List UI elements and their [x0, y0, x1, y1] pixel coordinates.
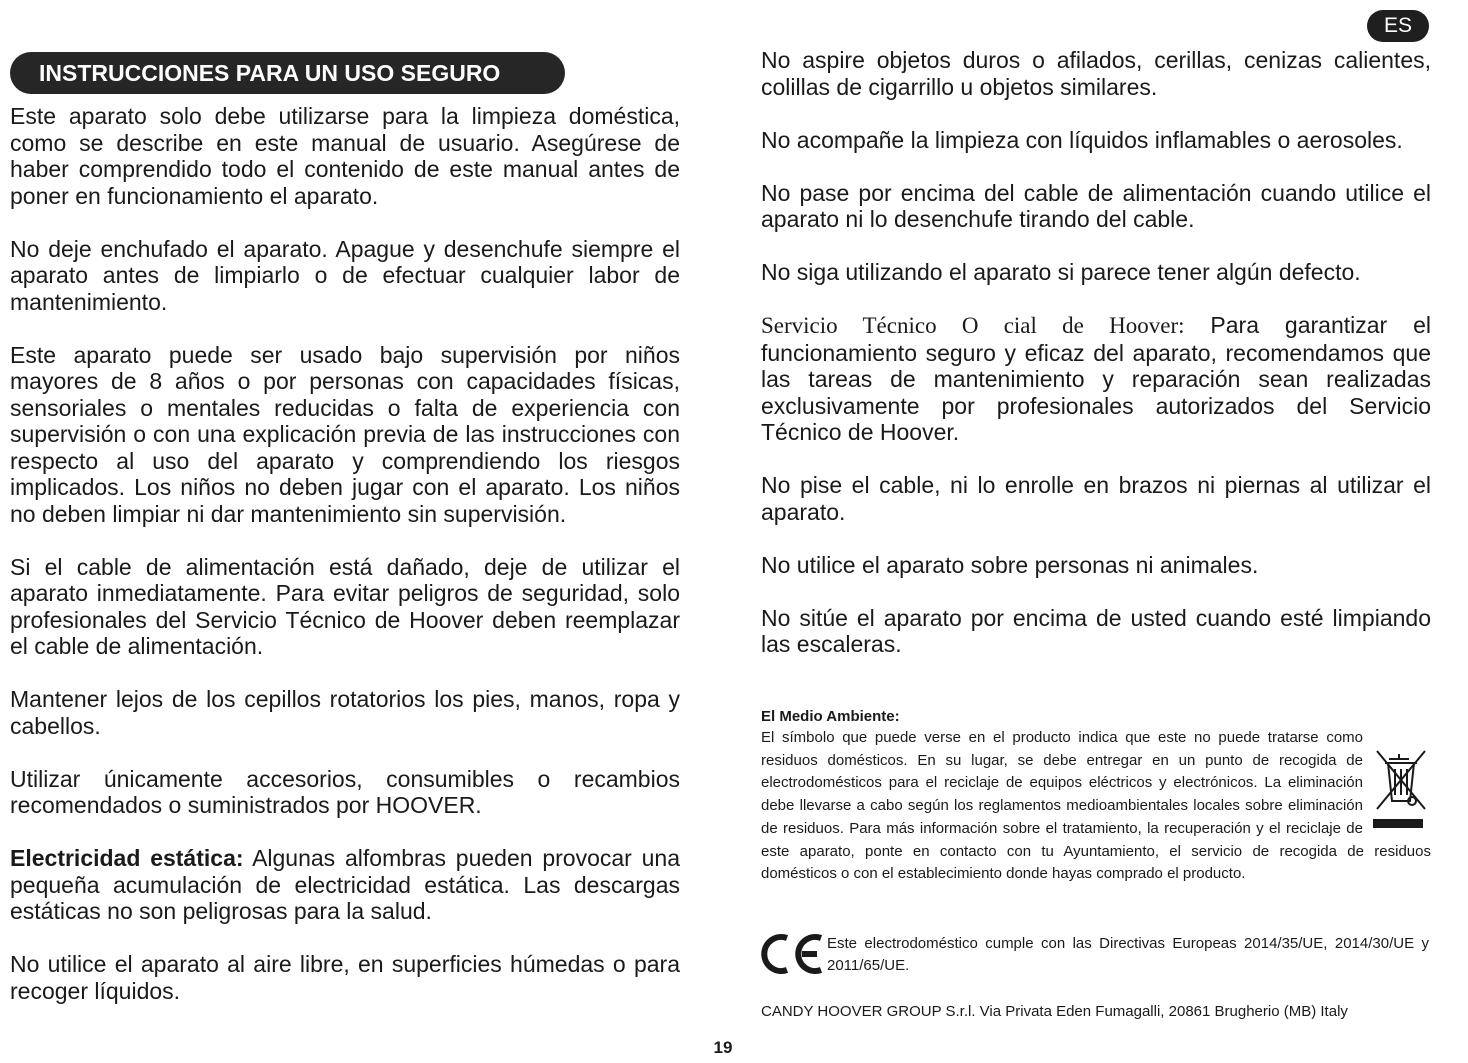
right-column [761, 47, 1431, 684]
paragraph-rotating-brushes: Mantener lejos de los cepillos rotatorios los pies, manos, ropa y cabellos. [10, 686, 680, 739]
left-column [10, 103, 680, 1031]
paragraph-hard-objects: No aspire objetos duros o afilados, cerillas, cenizas calientes, colillas de cigarrillo u objetos similares. [761, 47, 1431, 100]
paragraph-domestic-use: Este aparato solo debe utilizarse para la limpieza doméstica, como se describe en este manual de usuario. Asegúrese de haber comprendido todo el contenido de este manual antes de poner en funcionamiento el aparato. [10, 103, 680, 209]
environment-title: El Medio Ambiente: [761, 708, 900, 725]
ce-mark-icon [761, 930, 827, 978]
environment-text: El símbolo que puede verse en el producto indica que este no puede tratarse como residuos domésticos. En su lugar, se debe entregar en un punto de recogida de electrodomésticos para el reciclaje de equipos eléctricos y electrónicos. La eliminación debe llevarse a cabo según los reglamentos medioambientales locales sobre eliminación de residuos. Para más información sobre el tratamiento, la recuperación y el reciclaje de este aparato, ponte en contacto con tu Ayuntamiento, el servicio de recogida de residuos domésticos o con el establecimiento donde hayas comprado el producto. [761, 729, 1431, 883]
company-address: CANDY HOOVER GROUP S.r.l. Via Privata Eden Fumagalli, 20861 Brugherio (MB) Italy [761, 1003, 1348, 1020]
ce-text: Este electrodoméstico cumple con las Directivas Europeas 2014/35/UE, 2014/30/UE y 2011/65/UE. [827, 935, 1429, 974]
paragraph-children-supervision: Este aparato puede ser usado bajo supervisión por niños mayores de 8 años o por personas con capacidades físicas, sensoriales o mentales reducidas o falta de experiencia con supervisión o con una explicación previa de las instrucciones con respecto al uso del aparato y comprendiendo los riesgos implicados. Los niños no deben jugar con el aparato. Los niños no deben limpiar ni dar mantenimiento sin supervisión. [10, 341, 680, 527]
language-badge: ES [1367, 10, 1429, 42]
paragraph-unplug: No deje enchufado el aparato. Apague y desenchufe siempre el aparato antes de limpiarlo o de efectuar cualquier labor de mantenimiento. [10, 235, 680, 315]
paragraph-official-service [761, 312, 1431, 446]
paragraph-static-electricity [10, 845, 680, 925]
paragraph-damaged-cable: Si el cable de alimentación está dañado, deje de utilizar el aparato inmediatamente. Para evitar peligros de seguridad, solo profesionales del Servicio Técnico de Hoover deben reemplazar el cable de alimentación. [10, 553, 680, 659]
ce-declaration [761, 930, 1431, 980]
paragraph-stairs: No sitúe el aparato por encima de usted cuando esté limpiando las escaleras. [761, 604, 1431, 657]
paragraph-outdoor-use: No utilice el aparato al aire libre, en superficies húmedas o para recoger líquidos. [10, 951, 680, 1004]
section-title: INSTRUCCIONES PARA UN USO SEGURO [10, 52, 565, 94]
paragraph-people-animals: No utilice el aparato sobre personas ni animales. [761, 551, 1259, 578]
crossed-out-wheelie-bin-icon [1371, 747, 1431, 833]
static-electricity-label: Electricidad estática: [10, 845, 244, 871]
paragraph-accessories: Utilizar únicamente accesorios, consumibles o recambios recomendados o suministrados por HOOVER. [10, 765, 680, 818]
paragraph-flammable-liquids: No acompañe la limpieza con líquidos inflamables o aerosoles. [761, 126, 1403, 153]
paragraph-defect: No siga utilizando el aparato si parece tener algún defecto. [761, 259, 1361, 285]
page-number: 19 [713, 1038, 733, 1057]
official-service-text: Para garantizar el funcionamiento seguro y eficaz del aparato, recomendamos que las tareas de mantenimiento y reparación sean realizadas exclusivamente por profesionales autorizados del Servicio Técnico de Hoover. [761, 312, 1431, 445]
official-service-label: Servicio Técnico O cial de Hoover: [761, 313, 1185, 338]
static-electricity-text: Algunas alfombras pueden provocar una pequeña acumulación de electricidad estática. Las descargas estáticas no son peligrosas para la salud. [10, 845, 680, 924]
environment-section [761, 707, 1431, 886]
paragraph-step-on-cable: No pise el cable, ni lo enrolle en brazos ni piernas al utilizar el aparato. [761, 472, 1431, 525]
paragraph-power-cable: No pase por encima del cable de alimentación cuando utilice el aparato ni lo desenchufe tirando del cable. [761, 179, 1431, 232]
